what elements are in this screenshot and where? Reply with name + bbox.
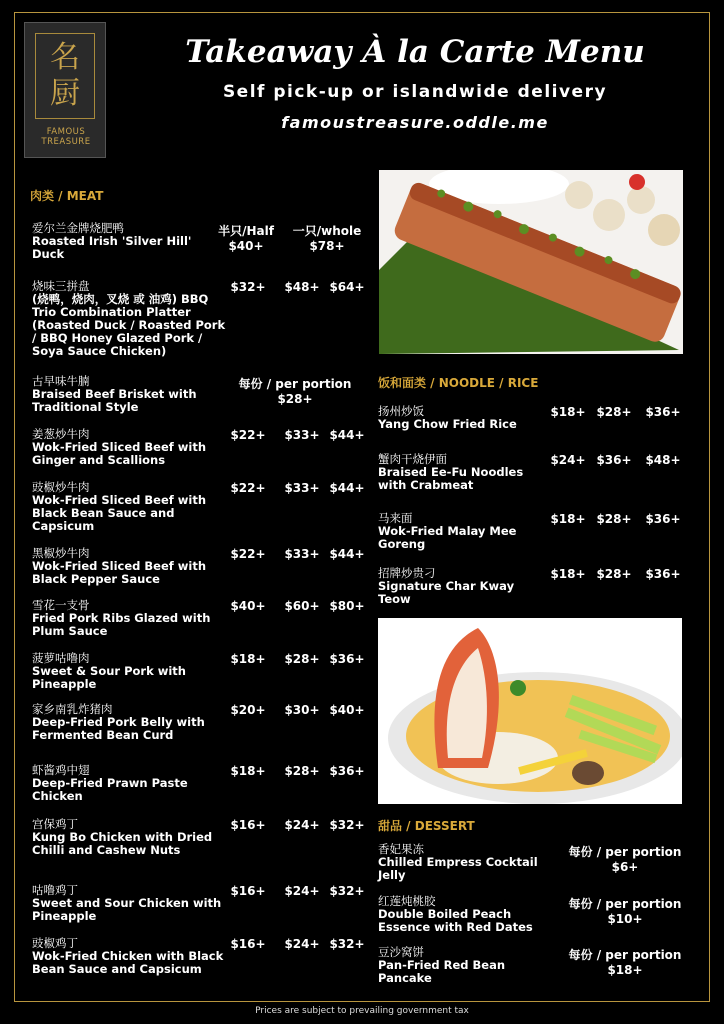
portion-value: $28+ [277, 392, 313, 406]
item-en: Sweet & Sour Pork with Pineapple [32, 664, 186, 691]
menu-item [32, 818, 230, 857]
item-en: Wok-Fried Sliced Beef with Ginger and Scallions [32, 440, 207, 467]
price-p2: $36+ [596, 453, 632, 467]
page-subtitle: Self pick-up or islandwide delivery [222, 82, 608, 102]
portion-label: 每份 / per portion [568, 845, 682, 859]
portion-value: $6+ [611, 860, 639, 874]
famous-treasure-logo [24, 22, 106, 158]
price-p1: $18+ [230, 764, 266, 778]
lobster-noodle-illustration [378, 618, 682, 804]
price-p1: $22+ [230, 428, 266, 442]
menu-item [32, 703, 230, 742]
item-en: (烧鸭，烧肉，叉烧 或 油鸡) BBQ Trio Combination Platter (Roasted Duck / Roasted Pork / BBQ Honey Glazed Pork / Soya Sauce Chicken) [32, 292, 226, 358]
price-p1: $20+ [230, 703, 266, 717]
roast-pork-photo [379, 170, 683, 354]
lobster-noodle-photo [378, 618, 682, 804]
price-p2: $60+ [284, 599, 320, 613]
price-p1: $16+ [230, 818, 266, 832]
price-p3: $32+ [329, 884, 365, 898]
price-p2: $30+ [284, 703, 320, 717]
item-cn: 爱尔兰金牌烧肥鸭 [32, 221, 124, 235]
item-cn: 雪花一支骨 [32, 598, 90, 612]
price-p3: $32+ [329, 937, 365, 951]
menu-item [32, 375, 232, 414]
item-en: Chilled Empress Cocktail Jelly [378, 855, 538, 882]
item-cn: 招牌炒贵刁 [378, 566, 436, 580]
price-p1: $24+ [550, 453, 586, 467]
item-en: Braised Beef Brisket with Traditional Style [32, 387, 197, 414]
item-cn: 扬州炒饭 [378, 404, 424, 418]
portion-price [236, 375, 354, 406]
footer-note: Prices are subject to prevailing government tax [255, 1006, 469, 1016]
item-cn: 古早味牛腩 [32, 374, 90, 388]
logo-char-2: 厨 [50, 76, 80, 111]
menu-item [32, 764, 230, 803]
price-p2: $24+ [284, 937, 320, 951]
price-p3: $48+ [645, 453, 681, 467]
item-en: Double Boiled Peach Essence with Red Dates [378, 907, 533, 934]
price-p2: $33+ [284, 547, 320, 561]
portion-label: 每份 / per portion [568, 897, 682, 911]
price-p1: $22+ [230, 481, 266, 495]
logo-char-1: 名 [50, 40, 80, 75]
portion-price [560, 895, 690, 926]
price-p3: $44+ [329, 481, 365, 495]
price-p3: $44+ [329, 428, 365, 442]
portion-value: $10+ [607, 912, 643, 926]
item-cn: 豆沙窝饼 [378, 945, 424, 959]
menu-item [32, 599, 230, 638]
item-en: Kung Bo Chicken with Dried Chilli and Cashew Nuts [32, 830, 213, 857]
price-p3: $36+ [329, 764, 365, 778]
menu-item [378, 453, 528, 492]
noodle-heading: 饭和面类 / NOODLE / RICE [378, 376, 539, 390]
price-p3: $36+ [645, 567, 681, 581]
whole-label: 一只/whole [292, 224, 362, 238]
price-p1: $18+ [550, 512, 586, 526]
item-en: Signature Char Kway Teow [378, 579, 515, 606]
item-cn: 姜葱炒牛肉 [32, 427, 90, 441]
item-en: Sweet and Sour Chicken with Pineapple [32, 896, 222, 923]
price-p3: $44+ [329, 547, 365, 561]
item-en: Wok-Fried Chicken with Black Bean Sauce and Capsicum [32, 949, 224, 976]
item-cn: 虾酱鸡中翅 [32, 763, 90, 777]
logo-line-1: FAMOUS [46, 127, 86, 137]
price-p3: $64+ [329, 280, 365, 294]
item-cn: 黑椒炒牛肉 [32, 546, 90, 560]
price-p2: $28+ [284, 652, 320, 666]
portion-price [560, 843, 690, 874]
price-p1: $40+ [230, 599, 266, 613]
item-cn: 咕噜鸡丁 [32, 883, 78, 897]
price-p2: $33+ [284, 481, 320, 495]
roast-pork-illustration [379, 170, 683, 354]
item-cn: 家乡南乳炸猪肉 [32, 702, 113, 716]
half-value: $40+ [228, 239, 264, 253]
item-cn: 豉椒炒牛肉 [32, 480, 90, 494]
price-p1: $32+ [230, 280, 266, 294]
price-p3: $80+ [329, 599, 365, 613]
price-p1: $16+ [230, 937, 266, 951]
menu-item [32, 280, 230, 358]
half-label: 半只/Half [218, 224, 274, 238]
menu-item [378, 405, 528, 431]
price-p2: $33+ [284, 428, 320, 442]
price-p2: $24+ [284, 884, 320, 898]
price-p1: $16+ [230, 884, 266, 898]
price-p3: $36+ [329, 652, 365, 666]
menu-item [378, 946, 540, 985]
price-p1: $18+ [550, 567, 586, 581]
price-p2: $48+ [284, 280, 320, 294]
menu-item [32, 652, 230, 691]
price-p1: $18+ [550, 405, 586, 419]
item-cn: 豉椒鸡丁 [32, 936, 78, 950]
price-p3: $40+ [329, 703, 365, 717]
item-en: Roasted Irish 'Silver Hill' Duck [32, 234, 192, 261]
item-en: Fried Pork Ribs Glazed with Plum Sauce [32, 611, 211, 638]
item-en: Pan-Fried Red Bean Pancake [378, 958, 506, 985]
item-cn: 香妃果冻 [378, 842, 424, 856]
whole-value: $78+ [309, 239, 345, 253]
website-link[interactable]: famoustreasure.oddle.me [281, 113, 549, 132]
item-en: Braised Ee-Fu Noodles with Crabmeat [378, 465, 524, 492]
item-en: Wok-Fried Sliced Beef with Black Bean Sauce and Capsicum [32, 493, 207, 533]
menu-item [32, 884, 230, 923]
item-en: Wok-Fried Malay Mee Goreng [378, 524, 517, 551]
menu-item [378, 843, 540, 882]
half-price [208, 222, 284, 253]
price-p2: $28+ [596, 405, 632, 419]
menu-item [32, 547, 230, 586]
price-p3: $36+ [645, 405, 681, 419]
menu-item [378, 567, 528, 606]
logo-text [25, 127, 107, 147]
meat-heading: 肉类 / MEAT [30, 189, 104, 203]
page-title: Takeaway À la Carte Menu [185, 34, 645, 70]
price-p3: $36+ [645, 512, 681, 526]
menu-item [32, 937, 230, 976]
price-p3: $32+ [329, 818, 365, 832]
price-p2: $24+ [284, 818, 320, 832]
portion-label: 每份 / per portion [568, 948, 682, 962]
price-p2: $28+ [596, 512, 632, 526]
dessert-heading: 甜品 / DESSERT [378, 819, 475, 833]
menu-item [32, 428, 230, 467]
item-cn: 菠萝咕噜肉 [32, 651, 90, 665]
logo-line-2: TREASURE [41, 137, 91, 147]
menu-item-roasted-duck [32, 222, 212, 261]
portion-value: $18+ [607, 963, 643, 977]
logo-emblem [35, 33, 95, 119]
item-cn: 烧味三拼盘 [32, 279, 90, 293]
menu-item [378, 512, 528, 551]
whole-price [286, 222, 368, 253]
item-cn: 宫保鸡丁 [32, 817, 78, 831]
item-en: Deep-Fried Pork Belly with Fermented Bean Curd [32, 715, 205, 742]
menu-item [378, 895, 540, 934]
item-en: Wok-Fried Sliced Beef with Black Pepper Sauce [32, 559, 207, 586]
price-p1: $22+ [230, 547, 266, 561]
item-cn: 马来面 [378, 511, 413, 525]
portion-price [560, 946, 690, 977]
item-en: Deep-Fried Prawn Paste Chicken [32, 776, 188, 803]
menu-item [32, 481, 230, 533]
price-p2: $28+ [284, 764, 320, 778]
price-p1: $18+ [230, 652, 266, 666]
item-en: Yang Chow Fried Rice [378, 417, 517, 431]
item-cn: 红莲炖桃胶 [378, 894, 436, 908]
item-cn: 蟹肉干烧伊面 [378, 452, 447, 466]
portion-label: 每份 / per portion [238, 377, 352, 391]
price-p2: $28+ [596, 567, 632, 581]
